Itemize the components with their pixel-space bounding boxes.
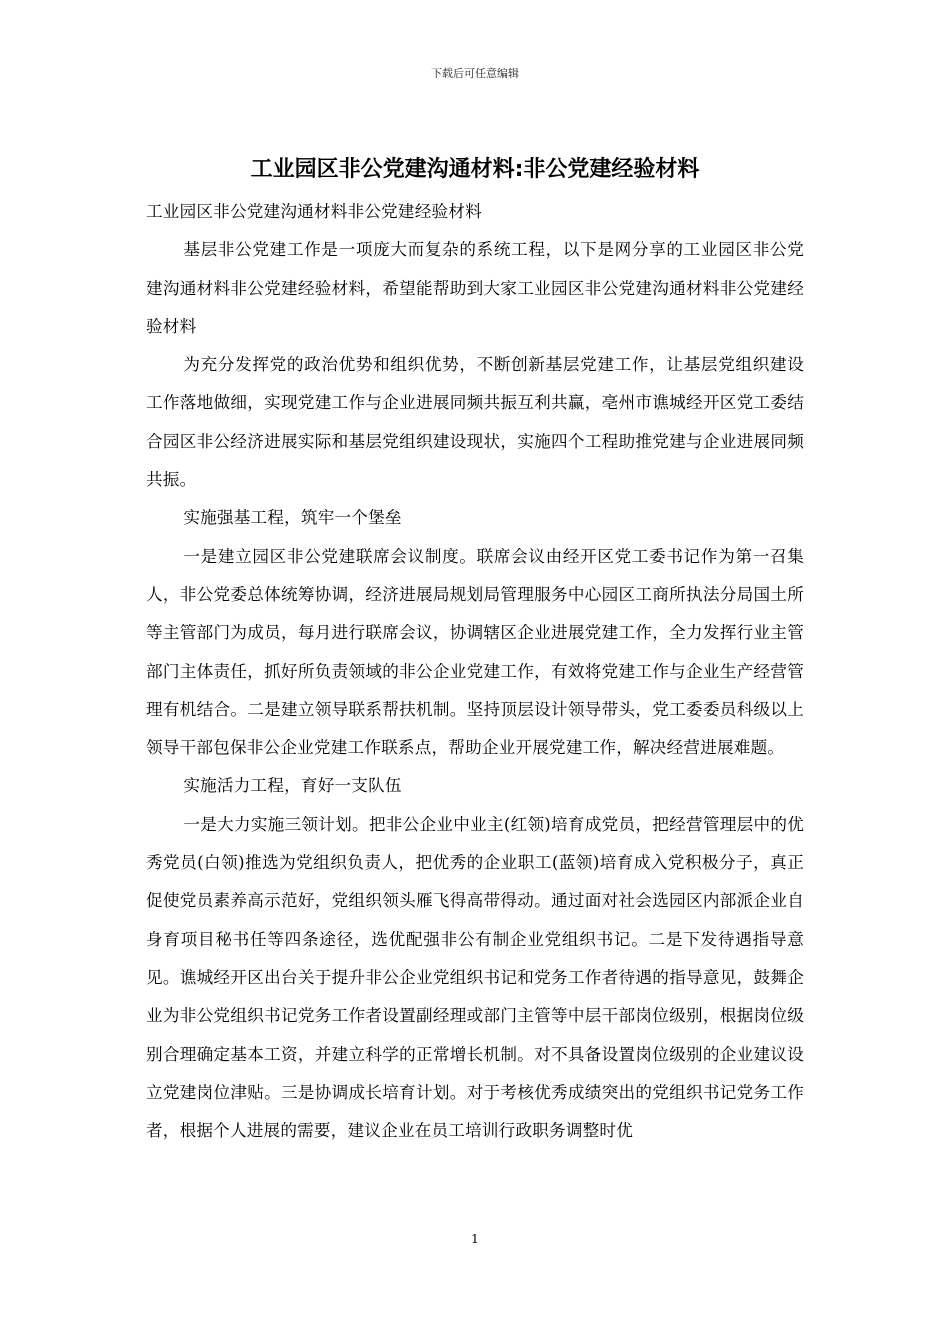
page-number: 1 (471, 1232, 479, 1246)
section-2-paragraph: 一是大力实施三领计划。把非公企业中业主(红领)培育成党员，把经营管理层中的优秀党员(白领)推选为党组织负责人，把优秀的企业职工(蓝领)培育成入党积极分子，真正促使党员素养高示范好，党组织领头雁飞得高带得动。通过面对社会选园区内部派企业自身育项目秘书任等四条途径，选优配强非公有制企业党组织书记。二是下发待遇指导意见。谯城经开区出台关于提升非公企业党组织书记和党务工作者待遇的指导意见，鼓舞企业为非公党组织书记党务工作者设置副经理或部门主管等中层干部岗位级别，根据岗位级别合理确定基本工资，并建立科学的正常增长机制。对不具备设置岗位级别的企业建议设立党建岗位津贴。三是协调成长培育计划。对于考核优秀成绩突出的党组织书记党务工作者，根据个人进展的需要，建议企业在员工培训行政职务调整时优 (146, 814, 804, 1141)
section-1-paragraph: 一是建立园区非公党建联席会议制度。联席会议由经开区党工委书记作为第一召集人，非公党委总体统筹协调，经济进展局规划局管理服务中心园区工商所执法分局国土所等主管部门为成员，每月进行联席会议，协调辖区企业进展党建工作，全力发挥行业主管部门主体责任，抓好所负责领域的非公企业党建工作，有效将党建工作与企业生产经营管理有机结合。二是建立领导联系帮扶机制。坚持顶层设计领导带头，党工委委员科级以上领导干部包保非公企业党建工作联系点，帮助企业开展党建工作，解决经营进展难题。 (146, 546, 804, 758)
document-body (146, 193, 804, 1150)
overview-paragraph: 为充分发挥党的政治优势和组织优势，不断创新基层党建工作，让基层党组织建设工作落地做细，实现党建工作与企业进展同频共振互利共赢，亳州市谯城经开区党工委结合园区非公经济进展实际和基层党组织建设现状，实施四个工程助推党建与企业进展同频共振。 (146, 355, 804, 490)
section-heading-1: 实施强基工程，筑牢一个堡垒 (183, 508, 402, 528)
intro-paragraph: 基层非公党建工作是一项庞大而复杂的系统工程，以下是网分享的工业园区非公党建沟通材料非公党建经验材料，希望能帮助到大家工业园区非公党建沟通材料非公党建经验材料 (146, 240, 804, 336)
page-header-note: 下载后可任意编辑 (431, 67, 519, 80)
subtitle-paragraph: 工业园区非公党建沟通材料非公党建经验材料 (146, 202, 482, 221)
document-title: 工业园区非公党建沟通材料:非公党建经验材料 (250, 157, 700, 182)
section-heading-2: 实施活力工程，育好一支队伍 (183, 776, 402, 796)
